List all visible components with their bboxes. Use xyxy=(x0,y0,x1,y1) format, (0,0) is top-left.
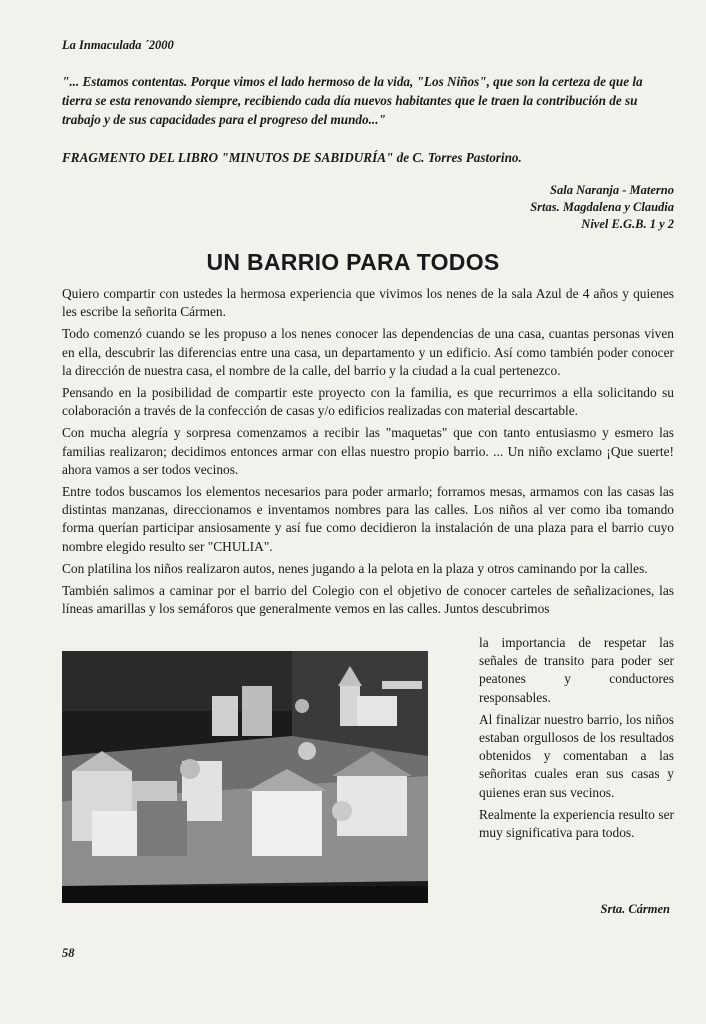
body-paragraph-7: También salimos a caminar por el barrio del Colegio con el objetivo de conocer carteles de señalizaciones, las líneas amarillas y los semáforos que generalmente vemos en las calles. Juntos descubrimos xyxy=(62,583,674,617)
side-paragraph-2: Al finalizar nuestro barrio, los niños estaban orgullosos de los resultados obtenidos y comentaban a las señoritas cuales eran sus casas y quienes eran sus vecinos. xyxy=(479,711,674,800)
article-body xyxy=(62,285,674,622)
photo-illustration xyxy=(62,651,428,903)
credit-line-2: Srtas. Magdalena y Claudia xyxy=(530,200,674,214)
credit-line-3: Nivel E.G.B. 1 y 2 xyxy=(581,217,674,231)
credit-line-1: Sala Naranja - Materno xyxy=(550,183,674,197)
article-signature: Srta. Cármen xyxy=(600,902,670,916)
previous-article-credits xyxy=(530,182,674,233)
body-paragraph-2: Todo comenzó cuando se les propuso a los nenes conocer las dependencias de una casa, cuantas personas viven en ella, descubrir las diferencias entre una casa, un departamento y un edificio. Así como también poder conocer la dirección de nuestra casa, el nombre de la calle, del barrio y la ciudad a la cual pertenezco. xyxy=(62,326,674,378)
body-paragraph-6: Con platilina los niños realizaron autos, nenes jugando a la pelota en la plaza y otros caminando por la calles. xyxy=(62,560,648,576)
article-title: UN BARRIO PARA TODOS xyxy=(206,249,500,275)
side-paragraph-1: la importancia de respetar las señales de transito para poder ser peatones y conductores responsables. xyxy=(479,635,674,705)
epigraph-source: FRAGMENTO DEL LIBRO "MINUTOS DE SABIDURÍA" de C. Torres Pastorino. xyxy=(62,150,522,165)
body-paragraph-5: Entre todos buscamos los elementos necesarios para poder armarlo; forramos mesas, armamos con las casas las distintas manzanas, direccionamos e inventamos nombres para las calles. Los niños al ver como iba tomando forma querían participar ansiosamente y así fue como decidieron la instalación de una plaza para el barrio cuyo nombre elegido resulto ser "CHULIA". xyxy=(62,484,674,554)
body-paragraph-4: Con mucha alegría y sorpresa comenzamos a recibir las "maquetas" que con tanto entusiasmo y esmero las familias realizaron; decidimos entonces armar con ellas nuestro propio barrio. ... Un niño exclamo ¡Que suerte! ahora vamos a ser todos vecinos. xyxy=(62,425,674,477)
body-paragraph-1: Quiero compartir con ustedes la hermosa experiencia que vivimos los nenes de la sala Azul de 4 años y quienes les escribe la señorita Cármen. xyxy=(62,286,674,320)
body-paragraph-3: Pensando en la posibilidad de compartir este proyecto con la familia, es que recurrimos a ella solicitando su colaboración a través de la confección de casas y/o edificios realizadas con material descartable. xyxy=(62,385,674,419)
side-paragraph-3: Realmente la experiencia resulto ser muy significativa para todos. xyxy=(479,806,674,841)
page-number: 58 xyxy=(62,946,75,960)
neighborhood-model-photo xyxy=(62,651,428,903)
epigraph-quote: "... Estamos contentas. Porque vimos el lado hermoso de la vida, "Los Niños", que son la certeza de que la tierra se esta renovando siempre, recibiendo cada día nuevos habitantes que le traen la contribución de su trabajo y de sus capacidades para el progreso del mundo..." xyxy=(62,74,643,127)
article-side-column xyxy=(479,634,674,846)
running-head: La Inmaculada ´2000 xyxy=(62,38,174,52)
